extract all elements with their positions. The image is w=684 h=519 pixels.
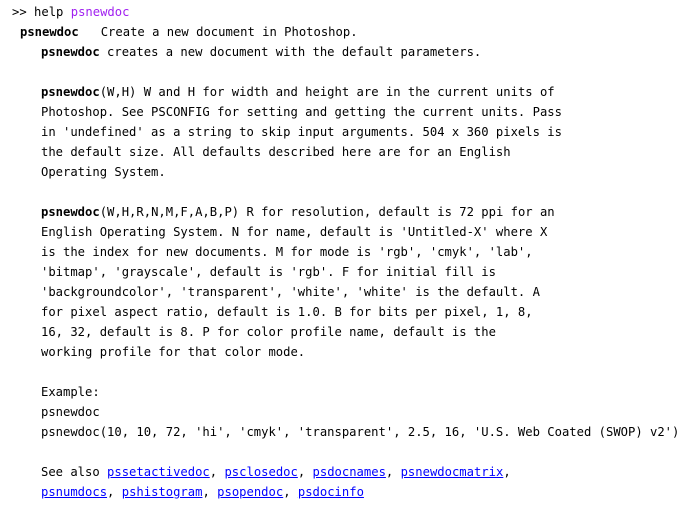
usage1-function-name: psnewdoc bbox=[41, 45, 100, 59]
see-also-link-psdocnames[interactable]: psdocnames bbox=[312, 465, 386, 479]
see-also-link-psdocinfo[interactable]: psdocinfo bbox=[297, 485, 364, 499]
example-line-1: psnewdoc bbox=[41, 405, 100, 419]
usage3-line-8: working profile for that color mode. bbox=[41, 345, 306, 359]
separator: , bbox=[209, 465, 218, 479]
see-also-link-psnewdocmatrix[interactable]: psnewdocmatrix bbox=[400, 465, 504, 479]
usage1-text: creates a new document with the default parameters. bbox=[107, 45, 482, 59]
example-heading: Example: bbox=[41, 385, 100, 399]
usage2-line bbox=[41, 82, 555, 102]
usage2-line-3: in 'undefined' as a string to skip input arguments. 504 x 360 pixels is bbox=[41, 125, 562, 139]
usage1-line bbox=[41, 42, 481, 62]
see-also-line-2 bbox=[41, 482, 364, 502]
usage2-args: (W,H) bbox=[99, 85, 137, 99]
see-also-link-psclosedoc[interactable]: psclosedoc bbox=[224, 465, 298, 479]
separator: , bbox=[297, 465, 306, 479]
usage3-function-name: psnewdoc bbox=[41, 205, 100, 219]
usage3-text: R for resolution, default is 72 ppi for an bbox=[246, 205, 555, 219]
separator: , bbox=[385, 465, 394, 479]
help-title-name: psnewdoc bbox=[20, 25, 79, 39]
separator: , bbox=[503, 465, 511, 479]
command-argument: psnewdoc bbox=[70, 5, 130, 19]
separator: , bbox=[283, 485, 291, 499]
usage3-args: (W,H,R,N,M,F,A,B,P) bbox=[99, 205, 240, 219]
see-also-link-pshistogram[interactable]: pshistogram bbox=[121, 485, 203, 499]
see-also-link-psopendoc[interactable]: psopendoc bbox=[217, 485, 284, 499]
usage3-line-4: 'bitmap', 'grayscale', default is 'rgb'. F for initial fill is bbox=[41, 265, 496, 279]
command-line bbox=[12, 2, 129, 22]
usage2-line-2: Photoshop. See PSCONFIG for setting and getting the current units. Pass bbox=[41, 105, 562, 119]
example-line-2: psnewdoc(10, 10, 72, 'hi', 'cmyk', 'transparent', 2.5, 16, 'U.S. Web Coated (SWOP) v2') bbox=[41, 425, 680, 439]
see-also-link-pssetactivedoc[interactable]: pssetactivedoc bbox=[107, 465, 210, 479]
usage2-function-name: psnewdoc bbox=[41, 85, 100, 99]
usage3-line-2: English Operating System. N for name, default is 'Untitled-X' where X bbox=[41, 225, 548, 239]
see-also-link-psnumdocs[interactable]: psnumdocs bbox=[41, 485, 108, 499]
help-title-line bbox=[20, 22, 358, 42]
usage2-text: W and H for width and height are in the current units of bbox=[143, 85, 555, 99]
help-title-description: Create a new document in Photoshop. bbox=[100, 25, 358, 39]
usage3-line-6: for pixel aspect ratio, default is 1.0. B for bits per pixel, 1, 8, bbox=[41, 305, 533, 319]
see-also-label: See also bbox=[41, 465, 100, 479]
see-also-line-1 bbox=[41, 462, 511, 482]
usage3-line-7: 16, 32, default is 8. P for color profile name, default is the bbox=[41, 325, 496, 339]
usage3-line-5: 'backgroundcolor', 'transparent', 'white', 'white' is the default. A bbox=[41, 285, 540, 299]
usage2-line-4: the default size. All defaults described here are for an English bbox=[41, 145, 511, 159]
command-keyword: help bbox=[34, 5, 64, 19]
command-prompt: >> bbox=[12, 5, 27, 19]
separator: , bbox=[202, 485, 210, 499]
usage3-line bbox=[41, 202, 555, 222]
usage2-line-5: Operating System. bbox=[41, 165, 166, 179]
usage3-line-3: is the index for new documents. M for mode is 'rgb', 'cmyk', 'lab', bbox=[41, 245, 533, 259]
separator: , bbox=[107, 485, 115, 499]
